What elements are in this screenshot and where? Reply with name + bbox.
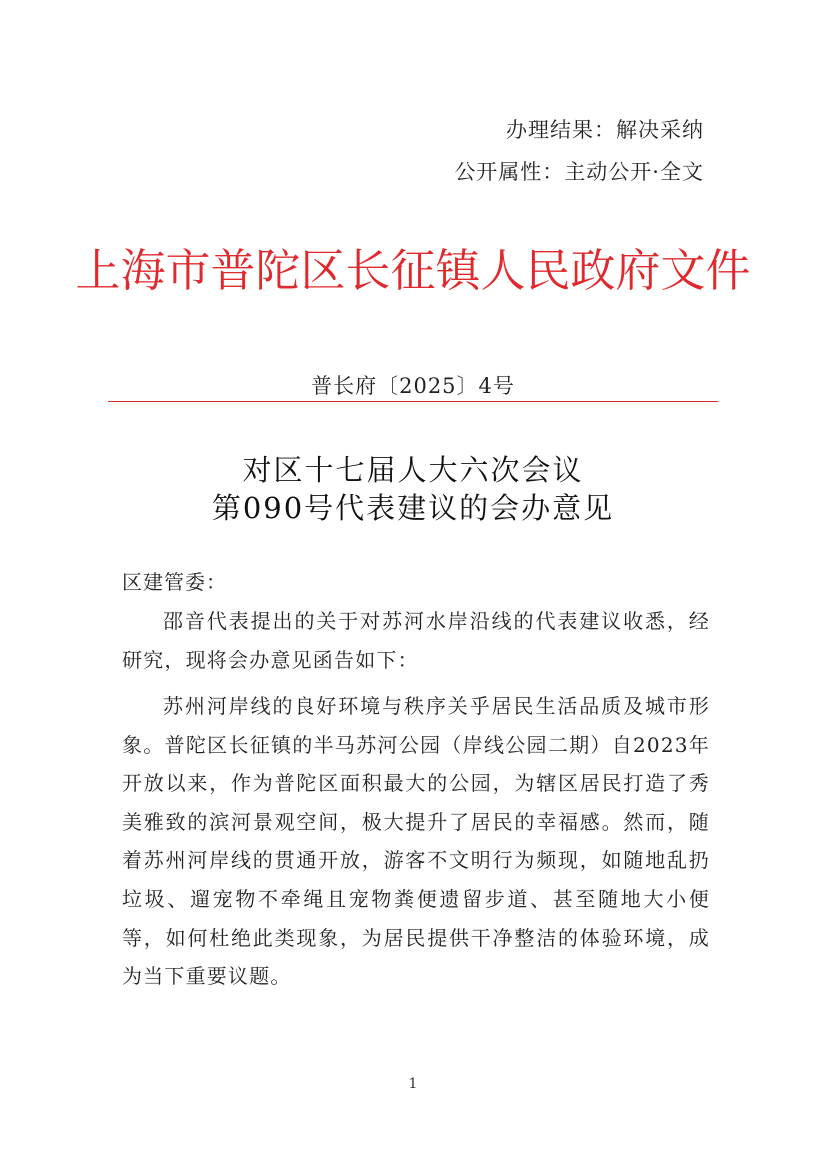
body-paragraph-1 xyxy=(122,602,710,679)
paragraph-text: 邵音代表提出的关于对苏河水岸沿线的代表建议收悉，经研究，现将会办意见函告如下： xyxy=(122,609,710,672)
page-number: 1 xyxy=(408,1076,418,1092)
salutation: 区建管委： xyxy=(122,570,227,594)
disclosure-attribute-label: 公开属性：主动公开·全文 xyxy=(454,160,704,184)
issuing-authority-title: 上海市普陀区长征镇人民政府文件 xyxy=(75,244,751,297)
handling-result-label: 办理结果：解决采纳 xyxy=(506,118,704,142)
red-divider-line xyxy=(108,401,718,402)
paragraph-text: 苏州河岸线的良好环境与秩序关乎居民生活品质及城市形象。普陀区长征镇的半马苏河公园（岸线公园二期）自2023年开放以来，作为普陀区面积最大的公园，为辖区居民打造了秀美雅致的滨河景观空间，极大提升了居民的幸福感。然而，随着苏州河岸线的贯通开放，游客不文明行为频现，如随地乱扔垃圾、遛宠物不牵绳且宠物粪便遗留步道、甚至随地大小便等，如何杜绝此类现象，为居民提供干净整洁的体验环境，成为当下重要议题。 xyxy=(122,694,710,989)
document-title-line-2: 第090号代表建议的会办意见 xyxy=(211,491,615,525)
document-number: 普长府〔2025〕4号 xyxy=(311,374,515,398)
body-paragraph-2 xyxy=(122,687,710,996)
document-title-line-1: 对区十七届人大六次会议 xyxy=(242,453,584,487)
